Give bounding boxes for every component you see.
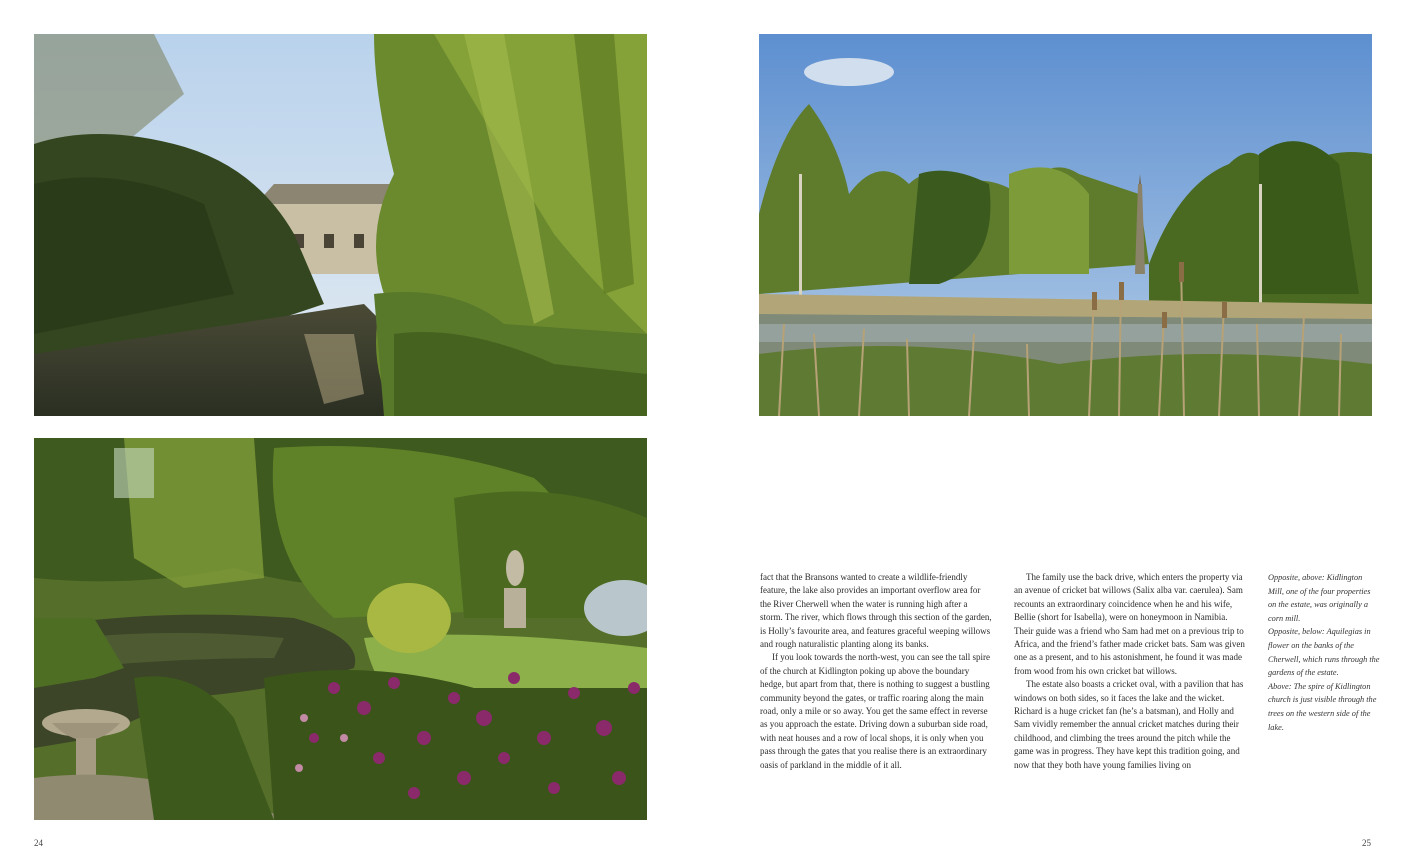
photo-church-spire-lake — [759, 34, 1372, 416]
body-paragraph: fact that the Bransons wanted to create a wildlife-friendly feature, the lake also provides an important overflow area for the River Cherwell when the water is running high after a storm. The river, which flows through this section of the garden, is Holly’s favourite area, and features graceful weeping willows and rough naturalistic planting along its banks. — [760, 572, 992, 650]
caption-opposite-below: Opposite, below: Aquilegias in flower on the banks of the Cherwell, which runs through the gardens of the estate. — [1268, 627, 1380, 678]
caption-opposite-above: Opposite, above: Kidlington Mill, one of the four properties on the estate, was originally a corn mill. — [1268, 573, 1371, 623]
photo-aquilegias-cherwell — [34, 438, 647, 820]
body-column-2 — [1014, 571, 1247, 772]
body-paragraph: If you look towards the north-west, you can see the tall spire of the church at Kidlington poking up above the boundary hedge, but apart from that, there is nothing to suggest a bustling community beyond the gates, or traffic roaring along the main road, only a mile or so away. You get the same effect in reverse as you approach the estate. Driving down a suburban side road, with neat houses and a row of local shops, it is only when you pass through the gates that you realise there is an extraordinary oasis of parkland in the middle of it all. — [760, 652, 990, 770]
body-paragraph: The family use the back drive, which enters the property via an avenue of cricket bat willows (Salix alba var. caerulea). Sam recounts an extraordinary coincidence when he and his wife, Bellie (short for Isabella), were on honeymoon in Namibia. Their guide was a friend who Sam had met on a previous trip to Africa, and the friend’s father made cricket bats. Sam was given one as a present, and to his astonishment, he found it was made from wood from his own cricket bat willows. — [1014, 572, 1245, 676]
photo-captions — [1268, 571, 1380, 734]
page-number-left: 24 — [34, 838, 43, 848]
body-paragraph: The estate also boasts a cricket oval, with a pavilion that has windows on both sides, so it faces the lake and the wicket. Richard is a huge cricket fan (he’s a batsman), and Holly and Sam vividly remember the annual cricket matches during their childhood, and climbing the trees around the pitch while the game was in progress. They have kept this tradition going, and now that they both have young families living on — [1014, 679, 1244, 770]
body-column-1 — [760, 571, 992, 772]
page-number-right: 25 — [1362, 838, 1371, 848]
photo-kidlington-mill — [34, 34, 647, 416]
caption-above: Above: The spire of Kidlington church is just visible through the trees on the western side of the lake. — [1268, 681, 1377, 732]
